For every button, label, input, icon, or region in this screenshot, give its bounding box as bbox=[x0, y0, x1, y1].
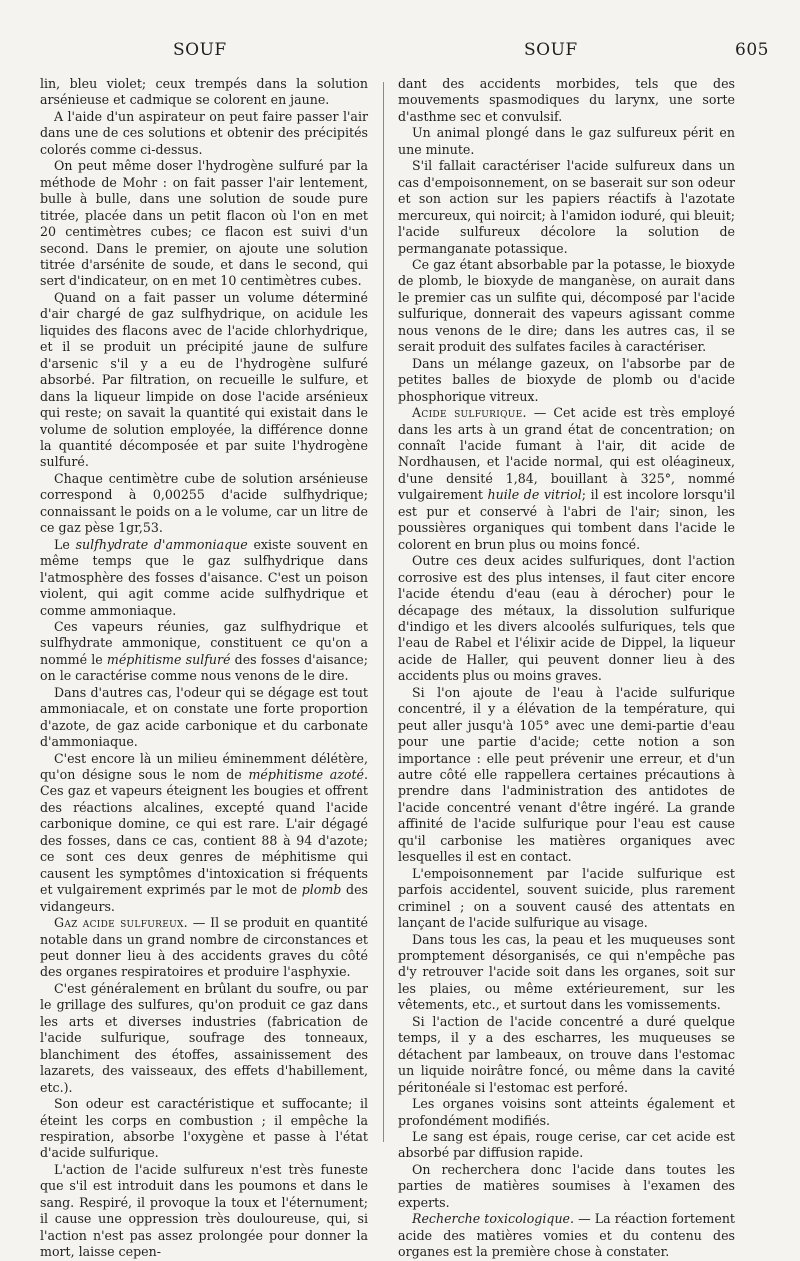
column-divider bbox=[383, 82, 384, 1142]
section-heading: Acide sulfurique. bbox=[412, 405, 527, 421]
page-number: 605 bbox=[735, 40, 769, 60]
paragraph: Dans tous les cas, la peau et les muqueuses sont promptement désorganisés, ce qui n'empêche pas d'y retrouver l'acide soit dans les organes, soit sur les plaies, ou même extérieurement, sur les vêtements, etc., et surtout dans les vomissements. bbox=[398, 931, 735, 1013]
text-run: des vidangeurs. bbox=[40, 882, 369, 914]
text-run: . Ces gaz et vapeurs éteignent les bougies et offrent des réactions alcalines, excepté quand l'acide carbonique domine, ce qui est rare. L'air dégagé des fosses, dans ce cas, contient 88 à 94 d'azote; ce sont ces deux genres de méphitisme qui causent les symptômes d'intoxication si fréquents et vulgairement exprimés par le mot de bbox=[40, 767, 368, 898]
paragraph bbox=[40, 537, 368, 619]
paragraph: L'empoisonnement par l'acide sulfurique est parfois accidentel, souvent suicide, plus rarement criminel ; on a souvent causé des attentats en lançant de l'acide sulfurique au visage. bbox=[398, 865, 735, 931]
text-run: Ces vapeurs réunies, gaz sulfhydrique et sulfhydrate ammonique, constituent ce qu'on a nommé le bbox=[40, 618, 368, 667]
text-run: des fosses d'aisance; on le caractérise comme nous venons de le dire. bbox=[40, 651, 368, 684]
italic-term: plomb bbox=[301, 882, 342, 898]
text-run: Le bbox=[54, 536, 76, 552]
paragraph: Ce gaz étant absorbable par la potasse, le bioxyde de plomb, le bioxyde de manganèse, on aurait dans le premier cas un sulfite qui, décomposé par l'acide sulfurique, donnerait des vapeurs agissant comme nous venons de le dire; dans les autres cas, il se serait produit des sulfates faciles à caractériser. bbox=[398, 256, 735, 355]
text-run: existe souvent en même temps que le gaz sulfhydrique dans l'atmosphère des fosses d'aisance. C'est un poison violent, qui agit comme acide sulfhydrique et comme ammoniaque. bbox=[40, 536, 368, 618]
text-run: C'est encore là un milieu éminemment délétère, qu'on désigne sous le nom de bbox=[40, 750, 368, 783]
paragraph: dant des accidents morbides, tels que des mouvements spasmodiques du larynx, une sorte d'asthme sec et convulsif. bbox=[398, 76, 735, 124]
text-run: — Il se produit en quantité notable dans un grand nombre de circonstances et peut donner lieu à des accidents graves du côté des organes respiratoires et produire l'asphyxie. bbox=[40, 915, 368, 980]
paragraph: Si l'on ajoute de l'eau à l'acide sulfurique concentré, il y a élévation de la température, qui peut aller jusqu'à 105° avec une demi-partie d'eau pour une partie d'acide; cette notion a son importance : elle peut prévenir une erreur, et d'un autre côté elle rappellera certaines précautions à prendre dans l'administration des antidotes de l'acide concentré venant d'être ingéré. La grande affinité de l'acide sulfurique pour l'eau est cause qu'il carbonise les matières organiques avec lesquelles il est en contact. bbox=[398, 684, 735, 865]
running-head bbox=[0, 40, 800, 64]
section-heading: Recherche toxicologique. bbox=[412, 1211, 575, 1227]
paragraph: Dans d'autres cas, l'odeur qui se dégage est tout ammoniacale, et on constate une forte proportion d'azote, de gaz acide carbonique et du carbonate d'ammoniaque. bbox=[40, 684, 368, 750]
text-run: ; il est incolore lorsqu'il est pur et conservé à l'abri de l'air; sinon, les poussières organiques qui tombent dans l'acide le colorent en brun plus ou moins foncé. bbox=[398, 487, 735, 552]
paragraph: Quand on a fait passer un volume déterminé d'air chargé de gaz sulfhydrique, on acidule les liquides des flacons avec de l'acide chlorhydrique, et il se produit un précipité jaune de sulfure d'arsenic s'il y a eu de l'hydrogène sulfuré absorbé. Par filtration, on recueille le sulfure, et dans la liqueur limpide on dose l'acide arsénieux qui reste; on savait la quantité qui existait dans le volume de solution employée, la différence donne la quantité décomposée et par suite l'hydrogène sulfuré. bbox=[40, 289, 368, 470]
text-run: — Cet acide est très employé dans les arts à un grand état de concentration; on connaît l'acide fumant à l'air, dit acide de Nordhausen, et l'acide normal, qui est oléagineux, d'une densité 1,84, bouillant à 325°, nommé vulgairement bbox=[398, 405, 735, 503]
italic-term: huile de vitriol bbox=[487, 487, 582, 503]
paragraph: Les organes voisins sont atteints également et profondément modifiés. bbox=[398, 1096, 735, 1128]
paragraph bbox=[40, 915, 368, 981]
paragraph: lin, bleu violet; ceux trempés dans la solution arsénieuse et cadmique se colorent en jaune. bbox=[40, 76, 368, 108]
paragraph: Le sang est épais, rouge cerise, car cet acide est absorbé par diffusion rapide. bbox=[398, 1129, 735, 1161]
paragraph: A l'aide d'un aspirateur on peut faire passer l'air dans une de ces solutions et obtenir des précipités colorés comme ci-dessus. bbox=[40, 108, 368, 157]
paragraph bbox=[398, 1211, 735, 1260]
paragraph: Si l'action de l'acide concentré a duré quelque temps, il y a des escharres, les muqueuses se détachent par lambeaux, on trouve dans l'estomac un liquide noirâtre foncé, ou même dans la cavité péritonéale si l'estomac est perforé. bbox=[398, 1013, 735, 1095]
section-heading: Gaz acide sulfureux. bbox=[54, 915, 188, 931]
paragraph: Un animal plongé dans le gaz sulfureux périt en une minute. bbox=[398, 125, 735, 157]
paragraph: C'est généralement en brûlant du soufre, ou par le grillage des sulfures, qu'on produit ce gaz dans les arts et diverses industries (fabrication de l'acide sulfurique, soufrage des tonneaux, blanchiment des étoffes, assainissement des lazarets, des vaisseaux, des effets d'habillement, etc.). bbox=[40, 980, 368, 1095]
paragraph: On peut même doser l'hydrogène sulfuré par la méthode de Mohr : on fait passer l'air lentement, bulle à bulle, dans une solution de soude pure titrée, placée dans un petit flacon où l'on en met 20 centimètres cubes; ce flacon est suivi d'un second. Dans le premier, on ajoute une solution titrée d'arsénite de soude, et dans le second, qui sert d'indicateur, on en met 10 centimètres cubes. bbox=[40, 158, 368, 289]
paragraph bbox=[40, 751, 368, 916]
italic-term: méphitisme azoté bbox=[248, 767, 364, 783]
text-run: — La réaction fortement acide des matières vomies et du contenu des organes est la première chose à constater. bbox=[398, 1211, 735, 1260]
paragraph: L'action de l'acide sulfureux n'est très funeste que s'il est introduit dans les poumons et dans le sang. Respiré, il provoque la toux et l'éternument; il cause une oppression très douloureuse, qui, si l'action n'est pas assez prolongée pour donner la mort, laisse cepen- bbox=[40, 1161, 368, 1260]
paragraph bbox=[40, 619, 368, 685]
paragraph: Dans un mélange gazeux, on l'absorbe par de petites balles de bioxyde de plomb ou d'acide phosphorique vitreux. bbox=[398, 355, 735, 404]
paragraph: On recherchera donc l'acide dans toutes les parties de matières soumises à l'examen des experts. bbox=[398, 1161, 735, 1210]
italic-term: méphitisme sulfuré bbox=[106, 651, 231, 667]
right-column bbox=[398, 76, 735, 1261]
paragraph bbox=[398, 405, 735, 553]
paragraph: Outre ces deux acides sulfuriques, dont l'action corrosive est des plus intenses, il faut citer encore l'acide étendu d'eau (eau à dérocher) pour le décapage des métaux, la dissolution sulfurique d'indigo et les divers alcoolés sulfuriques, tels que l'eau de Rabel et l'élixir acide de Dippel, la liqueur acide de Haller, qui peuvent donner lieu à des accidents plus ou moins graves. bbox=[398, 553, 735, 684]
left-running-title: SOUF bbox=[173, 40, 227, 60]
paragraph: Son odeur est caractéristique et suffocante; il éteint les corps en combustion ; il empêche la respiration, absorbe l'oxygène et passe à l'état d'acide sulfurique. bbox=[40, 1096, 368, 1161]
left-column bbox=[40, 76, 368, 1261]
paragraph: Chaque centimètre cube de solution arsénieuse correspond à 0,00255 d'acide sulfhydrique; connaissant le poids on a le volume, car un litre de ce gaz pèse 1gr,53. bbox=[40, 470, 368, 536]
italic-term: sulfhydrate d'ammoniaque bbox=[75, 536, 248, 552]
right-running-title: SOUF bbox=[524, 40, 578, 60]
paragraph: S'il fallait caractériser l'acide sulfureux dans un cas d'empoisonnement, on se baserait sur son odeur et son action sur les papiers réactifs à l'azotate mercureux, qui noircit; à l'amidon ioduré, qui bleuit; l'acide sulfureux décolore la solution de permanganate potassique. bbox=[398, 158, 735, 256]
